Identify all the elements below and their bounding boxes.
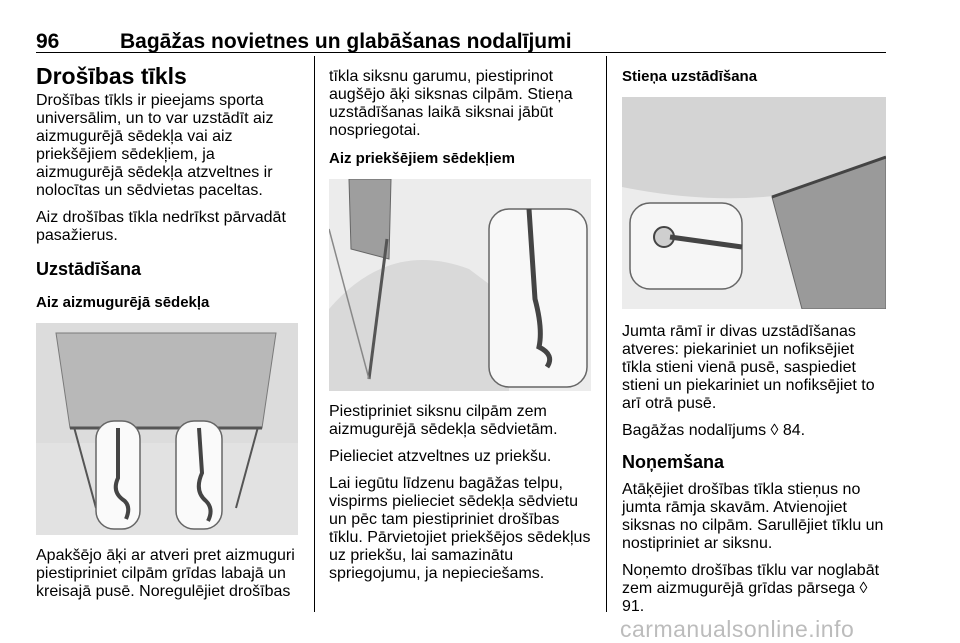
strap-instruction: Piestipriniet siksnu cilpām zem aizmugurējā sēdekļa sēdvietām.	[329, 403, 558, 438]
front-seat-subheading: Aiz priekšējiem sēdekļiem	[329, 150, 515, 167]
column-2	[329, 56, 591, 592]
storage-paragraph: Noņemto drošības tīklu var noglabāt zem aizmugurējā grīdas pārsega ◊ 91.	[622, 562, 880, 615]
continued-paragraph: tīkla siksnu garumu, piestiprinot augšējo āķi siksnas cilpām. Stieņa uzstādīšanas laikā siksnai jābūt nospriegotai.	[329, 68, 573, 139]
flat-space-instruction: Lai iegūtu līdzenu bagāžas telpu, vispirms pielieciet sēdekļa sēdvietu un pēc tam piestipriniet drošības tīklu. Pārvietojiet priekšējos sēdekļus uz priekšu, lai samazinātu spriegojumu, ja nepieciešams.	[329, 475, 591, 582]
roof-frame-bar-illustration	[622, 97, 886, 309]
warning-paragraph: Aiz drošības tīkla nedrīkst pārvadāt pasažierus.	[36, 209, 286, 244]
bar-install-paragraph: Jumta rāmī ir divas uzstādīšanas atveres: piekariniet un nofiksējiet tīkla stieni vienā pusē, saspiediet stieni un piekariniet un nofiksējiet to arī otrā pusē.	[622, 323, 875, 412]
column-divider-2	[606, 56, 607, 612]
column-3	[622, 56, 886, 625]
watermark: carmanualsonline.info	[620, 616, 855, 642]
cargo-net-rear-illustration	[36, 323, 298, 535]
fold-instruction: Pielieciet atzveltnes uz priekšu.	[329, 448, 552, 465]
cross-reference: Bagāžas nodalījums ◊ 84.	[622, 422, 806, 439]
rear-seat-instructions: Apakšējo āķi ar atveri pret aizmuguri piestipriniet cilpām grīdas labajā un kreisajā pusē. Noregulējiet drošības	[36, 547, 295, 600]
section-title: Drošības tīkls	[36, 63, 187, 89]
intro-paragraph: Drošības tīkls ir pieejams sporta universālim, un to var uzstādīt aiz aizmugurējā sēdekļa vai aiz priekšējiem sēdekļiem, ja aizmugurējā sēdekļa atzveltnes ir nolocītas un sēdvietas paceltas.	[36, 92, 274, 199]
column-1	[36, 56, 298, 610]
page-header	[36, 30, 886, 53]
page-number: 96	[36, 30, 60, 53]
chapter-title: Bagāžas novietnes un glabāšanas nodalījumi	[120, 30, 572, 53]
removal-paragraph: Atāķējiet drošības tīkla stieņus no jumta rāmja skavām. Atvienojiet siksnas no cilpām. Sarullējiet tīklu un nostipriniet ar siksnu.	[622, 481, 884, 552]
rear-seat-subheading: Aiz aizmugurējā sēdekļa	[36, 294, 210, 311]
removal-heading: Noņemšana	[622, 452, 725, 472]
installation-heading: Uzstādīšana	[36, 259, 142, 279]
cargo-net-front-illustration	[329, 179, 591, 391]
column-divider-1	[314, 56, 315, 612]
bar-installation-subheading: Stieņa uzstādīšana	[622, 68, 758, 85]
